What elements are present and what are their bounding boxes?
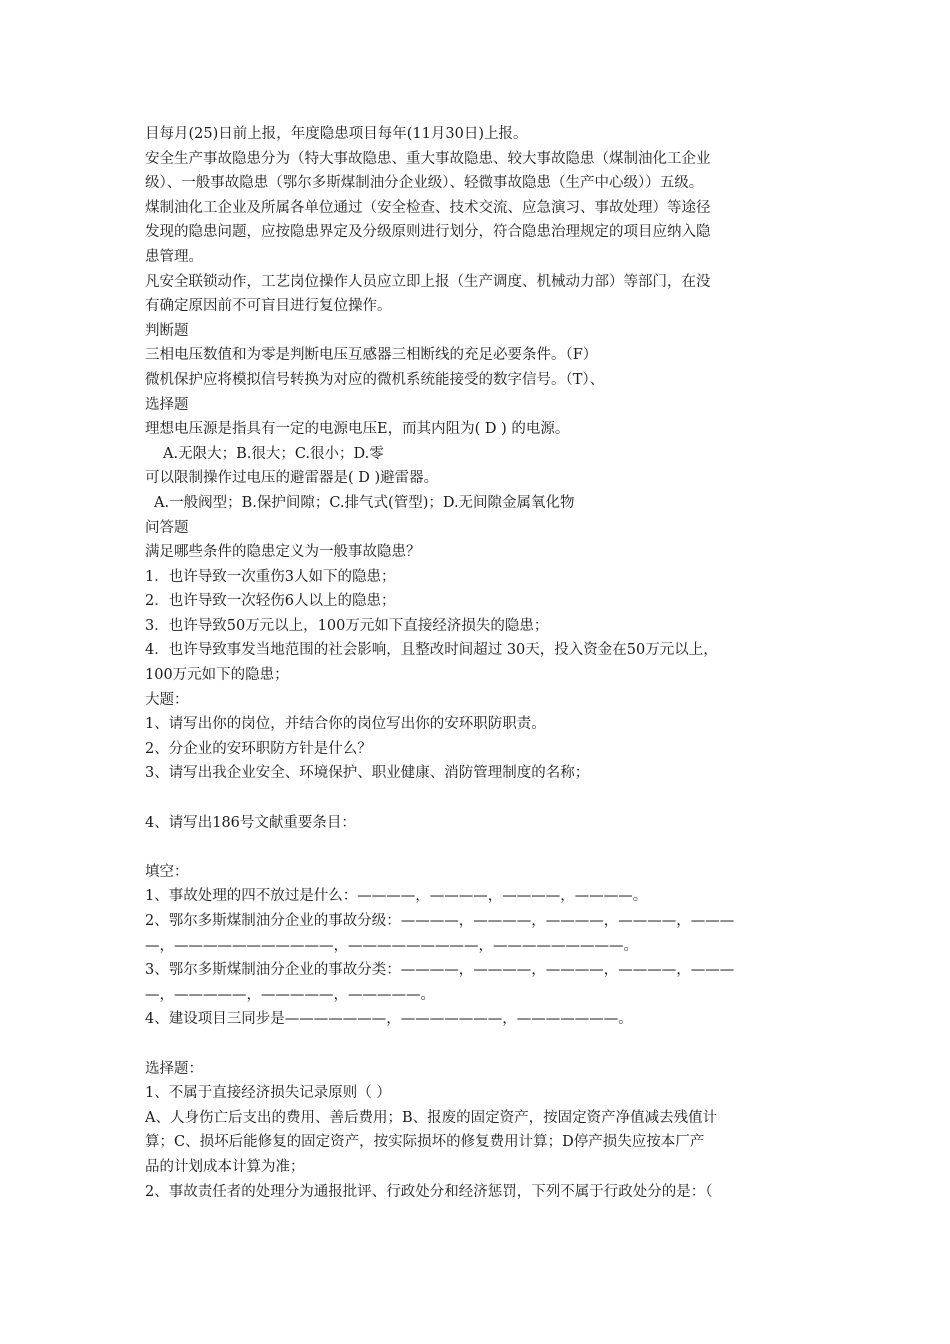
list-item: 3、请写出我企业安全、环境保护、职业健康、消防管理制度的名称； bbox=[145, 765, 590, 782]
text-line: 级）、一般事故隐患（鄂尔多斯煤制油分企业级）、轻微事故隐患（生产中心级））五级。 bbox=[145, 175, 704, 192]
text-line: 微机保护应将模拟信号转换为对应的微机系统能接受的数字信号。（T）、 bbox=[145, 371, 605, 388]
section-heading-fill-blank: 填空： bbox=[145, 863, 189, 880]
text-line: 三相电压数值和为零是判断电压互感器三相断线的充足必要条件。（F） bbox=[145, 347, 598, 364]
list-item: 1、事故处理的四不放过是什么：————，————，————，————。 bbox=[145, 888, 648, 905]
blank-line bbox=[145, 786, 813, 811]
text-line: —，———————————，—————————，—————————。 bbox=[145, 937, 638, 954]
list-item: 1、请写出你的岗位，并结合你的岗位写出你的安环职防职责。 bbox=[145, 716, 546, 733]
section-heading-choice: 选择题： bbox=[145, 1060, 203, 1077]
text-line: 品的计划成本计算为准； bbox=[145, 1158, 305, 1175]
text-line: 煤制油化工企业及所属各单位通过（安全检查、技术交流、应急演习、事故处理）等途径 bbox=[145, 199, 711, 216]
text-line: 发现的隐患问题，应按隐患界定及分级原则进行划分，符合隐患治理规定的项目应纳入隐 bbox=[145, 224, 711, 241]
list-item: 2、事故责任者的处理分为通报批评、行政处分和经济惩罚，下列不属于行政处分的是：（ bbox=[145, 1183, 713, 1200]
list-item: 4、建设项目三同步是———————，———————，———————。 bbox=[145, 1011, 633, 1028]
list-item: 1、不属于直接经济损失记录原则（ ） bbox=[145, 1085, 391, 1102]
text-line: —，—————，—————，—————。 bbox=[145, 986, 435, 1003]
text-line: 理想电压源是指具有一定的电源电压E，而其内阻为( D ) 的电源。 bbox=[145, 421, 570, 438]
list-item: 3．也许导致50万元以上，100万元如下直接经济损失的隐患； bbox=[145, 617, 549, 634]
list-item: 2．也许导致一次轻伤6人以上的隐患； bbox=[145, 593, 396, 610]
list-item: 4、请写出186号文献重要条目： bbox=[145, 814, 356, 831]
text-line: 满足哪些条件的隐患定义为一般事故隐患？ bbox=[145, 544, 421, 561]
section-heading-multiple-choice: 选择题 bbox=[145, 396, 189, 413]
list-item: 3、鄂尔多斯煤制油分企业的事故分类：————，————，————，————，——— bbox=[145, 962, 735, 979]
list-item: 2、鄂尔多斯煤制油分企业的事故分级：————，————，————，————，——— bbox=[145, 913, 735, 929]
document-page bbox=[145, 122, 813, 1204]
text-line: 目每月(25)日前上报，年度隐患项目每年(11月30日)上报。 bbox=[145, 126, 528, 142]
text-line: 患管理。 bbox=[145, 248, 203, 265]
list-item: 4．也许导致事发当地范围的社会影响，且整改时间超过 30天，投入资金在50万元以上， bbox=[145, 642, 718, 659]
text-line: 凡安全联锁动作，工艺岗位操作人员应立即上报（生产调度、机械动力部）等部门，在没 bbox=[145, 273, 711, 290]
text-line: 有确定原因前不可盲目进行复位操作。 bbox=[145, 298, 392, 315]
text-line: 100万元如下的隐患； bbox=[145, 667, 289, 684]
text-line: 可以限制操作过电压的避雷器是( D )避雷器。 bbox=[145, 470, 439, 487]
answer-options: A.一般阀型；B.保护间隙；C.排气式(管型)；D.无间隙金属氧化物 bbox=[154, 494, 575, 511]
section-heading-major: 大题： bbox=[145, 691, 189, 708]
text-line: 算；C、损坏后能修复的固定资产，按实际损坏的修复费用计算；D停产损失应按本厂产 bbox=[145, 1134, 705, 1151]
answer-options: A.无限大；B.很大；C.很小；D.零 bbox=[163, 445, 384, 462]
blank-line bbox=[145, 1032, 813, 1057]
list-item: 2、分企业的安环职防方针是什么？ bbox=[145, 740, 372, 757]
section-heading-true-false: 判断题 bbox=[145, 322, 189, 339]
section-heading-qa: 问答题 bbox=[145, 519, 189, 536]
text-line: A、人身伤亡后支出的费用、善后费用；B、报废的固定资产，按固定资产净值减去残值计 bbox=[145, 1109, 718, 1126]
blank-line bbox=[145, 835, 813, 860]
list-item: 1．也许导致一次重伤3人如下的隐患； bbox=[145, 568, 396, 585]
text-line: 安全生产事故隐患分为（特大事故隐患、重大事故隐患、较大事故隐患（煤制油化工企业 bbox=[145, 150, 711, 167]
